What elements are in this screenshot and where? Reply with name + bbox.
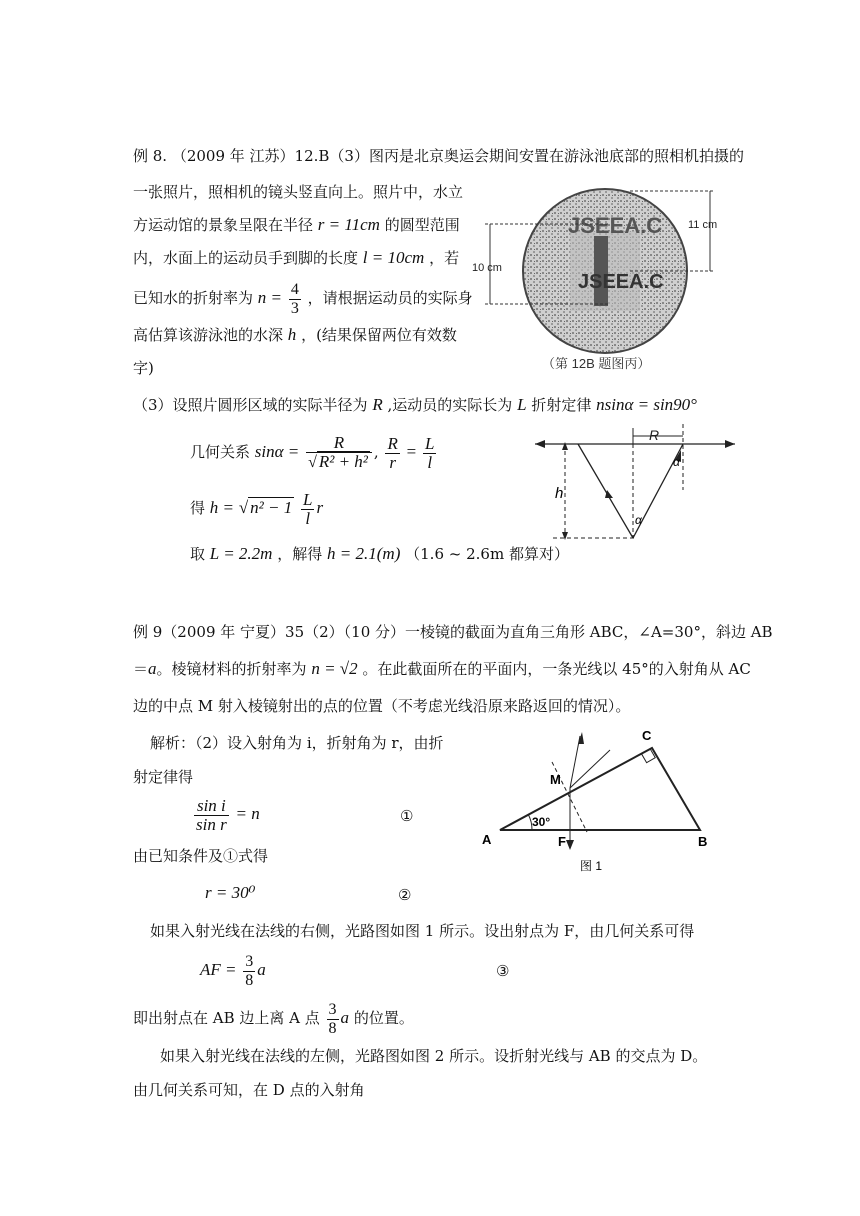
ex8-refraction-diagram xyxy=(535,420,735,545)
ex9-prism-figure xyxy=(470,722,730,882)
ex9-eq1-rhs: = n xyxy=(235,804,260,823)
ex9-eq3-a: a xyxy=(257,960,266,979)
ex8-line2: 一张照片，照相机的镜头竖直向上。照片中，水立 xyxy=(133,183,464,201)
ex8-line1: 例 8. （2009 年 江苏）12.B（3）图丙是北京奥运会期间安置在游泳池底部的照相机拍摄的 xyxy=(133,147,744,165)
ex9-ana6: 如果入射光线在法线的左侧，光路图如图 2 所示。设折射光线与 AB 的交点为 D。 xyxy=(160,1047,708,1065)
ex9-ana5a: 即出射点在 AB 边上离 A 点 xyxy=(133,1009,320,1027)
ex9-ana5-a: a xyxy=(340,1008,350,1027)
ex9-mark3: ③ xyxy=(496,962,510,980)
ex8-ratio1: $\frac{R}{r}$ xyxy=(387,433,398,472)
ex8-sin-lhs: sinα = xyxy=(254,442,300,461)
ex9-ana3: 由已知条件及①式得 xyxy=(133,847,269,865)
ex9-mark1: ① xyxy=(400,807,414,825)
ex9-eq3-frac: $\frac{3}{8}$ xyxy=(245,952,254,989)
photo-watermark-1: JSEEA.C xyxy=(568,213,663,238)
ex8-line4 xyxy=(133,248,459,268)
ex8-sol1 xyxy=(133,395,697,415)
ex8-L: L xyxy=(517,395,527,414)
photo-watermark-2: JSEEA.C xyxy=(578,271,664,293)
ex8-h-line: 得 h = √ n² − 1 $\frac{L}{l}$ r xyxy=(190,489,324,528)
ex9-line2c: 。在此截面所在的平面内，一条光线以 45°的入射角从 AC xyxy=(362,660,751,678)
ex8-line5 xyxy=(133,278,473,318)
ex8-line5a: 已知水的折射率为 xyxy=(133,289,254,307)
ex9-line2 xyxy=(133,659,751,679)
ex8-ratio2: $\frac{L}{l}$ xyxy=(425,433,435,472)
ex9-ana5b: 的位置。 xyxy=(353,1009,414,1027)
photo-label-11cm: 11 cm xyxy=(688,219,718,231)
prism-caption: 图 1 xyxy=(580,859,603,873)
ex8-take2: ，解得 xyxy=(277,545,323,563)
ex9-line1: 例 9（2009 年 宁夏）35（2）（10 分）一棱镜的截面为直角三角形 ABC，∠A=30°，斜边 AB xyxy=(133,623,773,641)
photo-label-10cm: 10 cm xyxy=(472,262,502,274)
ex9-eq1-frac: $\frac{\text{sin i}}{\text{sin r}}$ xyxy=(196,795,227,834)
ex8-line3a: 方运动馆的景象呈限在半径 xyxy=(133,216,314,234)
prism-M: M xyxy=(550,772,561,787)
ex8-geo-label: 几何关系 xyxy=(190,443,251,461)
ex8-h-res: h = 2.1(m) xyxy=(327,544,401,563)
ex9-ana1: 解析：（2）设入射角为 i，折射角为 r，由折 xyxy=(150,734,444,752)
ex8-line7: 字) xyxy=(133,359,154,377)
ex9-ana7: 由几何关系可知，在 D 点的入射角 xyxy=(133,1081,365,1099)
diagram-alpha-bottom: α xyxy=(635,513,642,527)
ex8-h: h xyxy=(287,325,297,344)
prism-A: A xyxy=(482,832,492,847)
ex8-h-tail: r xyxy=(316,498,324,517)
diagram-alpha-top: α xyxy=(673,455,680,469)
ex9-eq2: r = 30⁰ xyxy=(205,883,256,902)
ex8-line5b: ，请根据运动员的实际身 xyxy=(307,289,473,307)
ex8-sol1c: 折射定律 xyxy=(531,396,592,414)
ex8-line3b: 的圆型范围 xyxy=(384,216,460,234)
prism-F: F xyxy=(558,834,566,849)
prism-C: C xyxy=(642,728,652,743)
ex9-a: a xyxy=(148,659,157,678)
prism-B: B xyxy=(698,834,708,849)
ex9-ana4: 如果入射光线在法线的右侧，光路图如图 1 所示。设出射点为 F，由几何关系可得 xyxy=(150,922,695,940)
diagram-h: h xyxy=(555,485,564,502)
ex9-ana5 xyxy=(133,998,414,1038)
ex8-photo-figure xyxy=(470,176,740,376)
photo-caption: （第 12B 题图丙） xyxy=(542,356,651,371)
ex9-eq3 xyxy=(200,950,266,990)
ex8-line6a: 高估算该游泳池的水深 xyxy=(133,326,284,344)
ex8-take-line xyxy=(190,544,569,564)
ex8-n-lhs: n = xyxy=(257,288,283,307)
ex8-n-frac: $\frac{4}{3}$ xyxy=(290,280,299,317)
ex9-line2b: 。棱镜材料的折射率为 xyxy=(156,660,307,678)
ex9-eq3-lhs: AF = xyxy=(200,960,237,979)
ex8-line3 xyxy=(133,215,460,235)
ex8-r-eq: r = 11cm xyxy=(317,215,380,234)
ex8-h-frac: $\frac{L}{l}$ xyxy=(303,489,313,528)
ex9-ana2: 射定律得 xyxy=(133,768,194,786)
ex8-range: （1.6 ~ 2.6m 都算对） xyxy=(405,545,569,563)
ex9-mark2: ② xyxy=(398,886,412,904)
ex8-h-sqrt: n² − 1 xyxy=(250,498,293,517)
ex8-geo-frac: $\frac{R}{\text{√ R² + h²}}$ xyxy=(306,434,372,472)
ex9-line3: 边的中点 M 射入棱镜射出的点的位置（不考虑光线沿原来路返回的情况）。 xyxy=(133,697,631,715)
ex8-line4a: 内，水面上的运动员手到脚的长度 xyxy=(133,249,359,267)
ex8-line4b: ，若 xyxy=(429,249,460,267)
ex9-line2a: ＝ xyxy=(133,660,149,678)
ex8-line6 xyxy=(133,325,457,345)
ex8-sol1b: ,运动员的实际长为 xyxy=(387,396,513,414)
ex8-take: 取 xyxy=(190,545,206,563)
prism-angle: 30° xyxy=(532,815,551,829)
ex9-n-eq: n = √2 xyxy=(311,659,358,678)
ex8-line6b: ，(结果保留两位有效数 xyxy=(301,326,457,344)
ex8-snell: nsinα = sin90° xyxy=(596,395,697,414)
ex8-get-label: 得 xyxy=(190,499,206,517)
ex8-sol1a: （3）设照片圆形区域的实际半径为 xyxy=(133,396,368,414)
ex8-h-eq-pre: h = xyxy=(209,498,235,517)
ex8-L-eq: L = 2.2m xyxy=(209,544,273,563)
ex9-eq1 xyxy=(192,794,260,834)
ex8-R: R xyxy=(372,395,383,414)
ex8-l-eq: l = 10cm xyxy=(362,248,425,267)
ex9-ana5-frac: $\frac{3}{8}$ xyxy=(328,1000,337,1037)
ex8-geo-line: 几何关系 sinα = $\frac{R}{\text{√ R² + h²}}$ , $\frac{R}{r}$ = $\frac{L}{l}$ xyxy=(190,433,435,472)
diagram-R: R xyxy=(649,427,660,443)
